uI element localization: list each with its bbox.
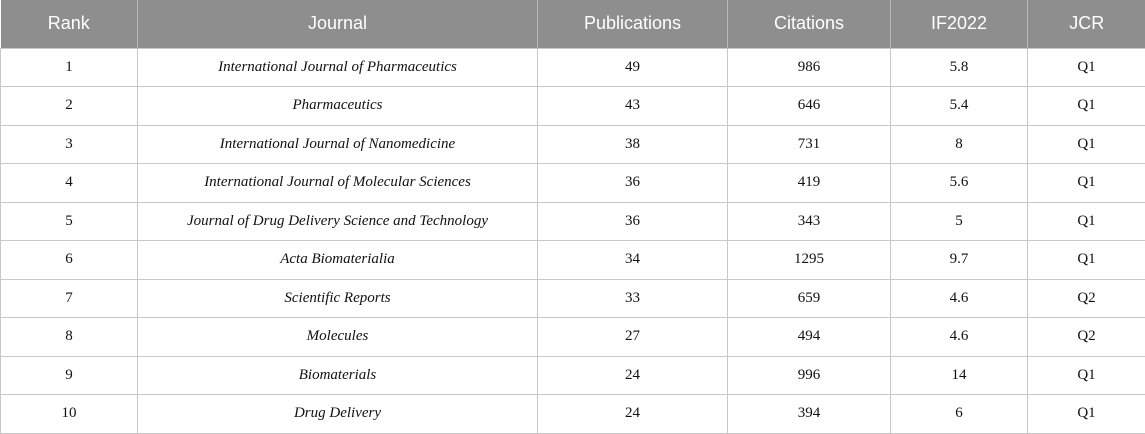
cell-rank: 6 — [1, 241, 138, 280]
header-rank: Rank — [1, 0, 138, 48]
cell-rank: 5 — [1, 202, 138, 241]
cell-jcr: Q1 — [1028, 202, 1145, 241]
cell-citations: 996 — [728, 356, 891, 395]
table-row — [1, 164, 1145, 203]
header-jcr: JCR — [1069, 13, 1105, 34]
cell-publications: 43 — [538, 87, 728, 126]
cell-journal: Biomaterials — [138, 356, 538, 395]
cell-citations: 1295 — [728, 241, 891, 280]
cell-if2022: 5 — [891, 202, 1028, 241]
table-row — [1, 48, 1145, 87]
header-publications: Publications — [538, 0, 728, 48]
cell-publications: 34 — [538, 241, 728, 280]
cell-rank: 10 — [1, 395, 138, 434]
cell-jcr: Q2 — [1028, 318, 1145, 357]
cell-if2022: 14 — [891, 356, 1028, 395]
cell-citations: 343 — [728, 202, 891, 241]
cell-citations: 494 — [728, 318, 891, 357]
table-row — [1, 241, 1145, 280]
cell-publications: 24 — [538, 356, 728, 395]
cell-if2022: 8 — [891, 125, 1028, 164]
cell-citations: 419 — [728, 164, 891, 203]
cell-publications: 24 — [538, 395, 728, 434]
cell-citations: 394 — [728, 395, 891, 434]
cell-if2022: 4.6 — [891, 279, 1028, 318]
cell-jcr: Q1 — [1028, 241, 1145, 280]
cell-jcr: Q1 — [1028, 356, 1145, 395]
cell-if2022: 5.8 — [891, 48, 1028, 87]
cell-publications: 38 — [538, 125, 728, 164]
cell-publications: 36 — [538, 164, 728, 203]
cell-rank: 4 — [1, 164, 138, 203]
header-if2022: IF2022 — [891, 0, 1028, 48]
table-body — [1, 48, 1145, 433]
header-citations: Citations — [728, 0, 891, 48]
cell-citations: 646 — [728, 87, 891, 126]
cell-publications: 27 — [538, 318, 728, 357]
cell-if2022: 9.7 — [891, 241, 1028, 280]
cell-rank: 3 — [1, 125, 138, 164]
cell-journal: Acta Biomaterialia — [138, 241, 538, 280]
cell-jcr: Q1 — [1028, 48, 1145, 87]
cell-citations: 986 — [728, 48, 891, 87]
cell-citations: 731 — [728, 125, 891, 164]
cell-citations: 659 — [728, 279, 891, 318]
table-header — [1, 0, 1145, 48]
table-row — [1, 279, 1145, 318]
cell-rank: 7 — [1, 279, 138, 318]
header-row — [1, 0, 1145, 48]
cell-journal: Molecules — [138, 318, 538, 357]
cell-jcr: Q2 — [1028, 279, 1145, 318]
cell-journal: Drug Delivery — [138, 395, 538, 434]
cell-journal: Pharmaceutics — [138, 87, 538, 126]
table-row — [1, 87, 1145, 126]
table-row — [1, 125, 1145, 164]
cell-if2022: 5.4 — [891, 87, 1028, 126]
table-row — [1, 395, 1145, 434]
cell-publications: 33 — [538, 279, 728, 318]
cell-if2022: 6 — [891, 395, 1028, 434]
cell-jcr: Q1 — [1028, 125, 1145, 164]
cell-journal: Journal of Drug Delivery Science and Technology — [138, 202, 538, 241]
cell-publications: 49 — [538, 48, 728, 87]
cell-jcr: Q1 — [1028, 395, 1145, 434]
cell-journal: Scientific Reports — [138, 279, 538, 318]
table-row — [1, 202, 1145, 241]
cell-jcr: Q1 — [1028, 87, 1145, 126]
cell-journal: International Journal of Molecular Sciences — [138, 164, 538, 203]
cell-journal: International Journal of Pharmaceutics — [138, 48, 538, 87]
cell-jcr: Q1 — [1028, 164, 1145, 203]
cell-rank: 1 — [1, 48, 138, 87]
cell-rank: 9 — [1, 356, 138, 395]
table-row — [1, 318, 1145, 357]
cell-if2022: 5.6 — [891, 164, 1028, 203]
cell-if2022: 4.6 — [891, 318, 1028, 357]
header-journal: Journal — [138, 0, 538, 48]
cell-journal: International Journal of Nanomedicine — [138, 125, 538, 164]
cell-publications: 36 — [538, 202, 728, 241]
cell-rank: 2 — [1, 87, 138, 126]
cell-rank: 8 — [1, 318, 138, 357]
table-row — [1, 356, 1145, 395]
